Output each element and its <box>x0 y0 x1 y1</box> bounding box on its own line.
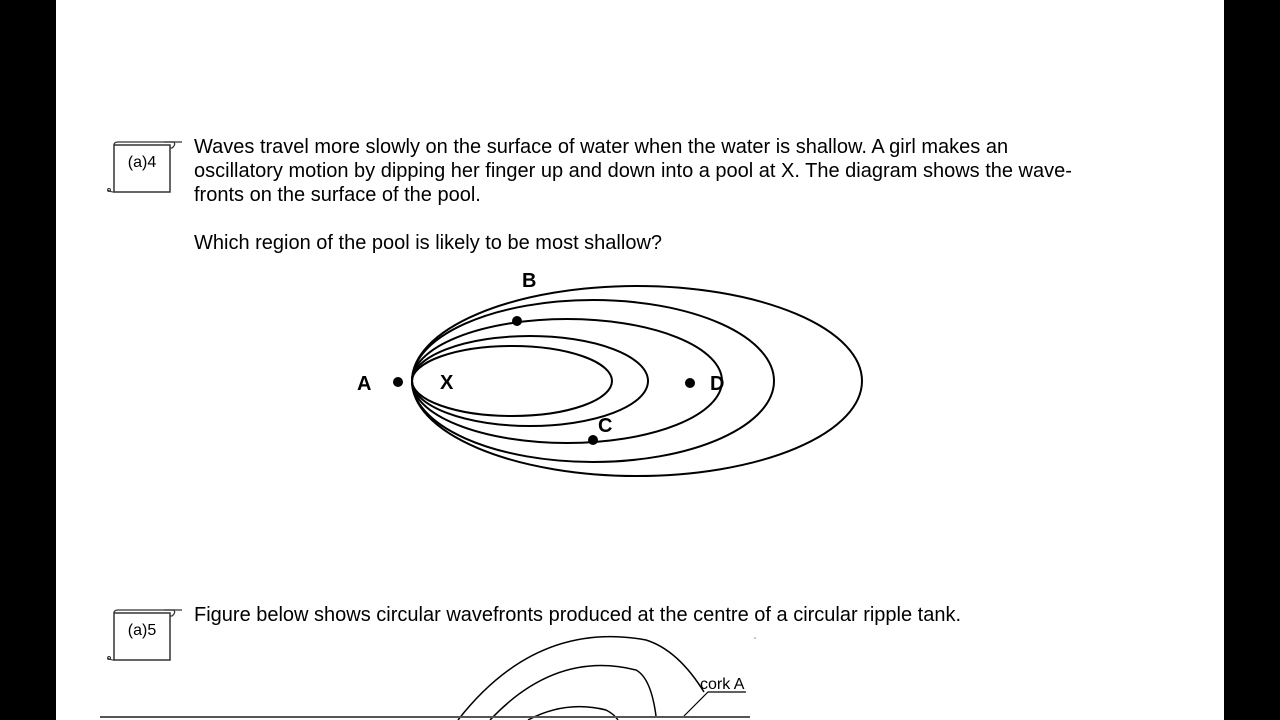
document-page <box>56 0 1224 720</box>
circular-wavefront-3 <box>528 707 618 720</box>
circular-wavefront-2 <box>490 666 656 720</box>
point-c-dot <box>588 435 598 445</box>
ripple-tank-diagram <box>446 630 786 720</box>
label-x: X <box>440 372 454 394</box>
cork-label: cork A <box>700 676 745 693</box>
question-text-a5 <box>194 603 1074 627</box>
question-number: (a)5 <box>127 622 157 639</box>
question-tag-a4 <box>106 140 168 192</box>
cork-pointer-line <box>684 692 746 716</box>
circular-wavefront-1 <box>458 637 704 720</box>
label-d: D <box>710 373 725 395</box>
question-text-a4 <box>194 135 1074 255</box>
label-c: C <box>598 415 613 437</box>
wavefront-diagram <box>346 262 886 490</box>
point-b-dot <box>512 316 522 326</box>
point-a-dot <box>393 377 403 387</box>
question-paragraph: Figure below shows circular wavefronts produced at the centre of a circular ripple tank. <box>194 604 962 626</box>
point-d-dot <box>685 378 695 388</box>
wavefront-5 <box>412 286 862 476</box>
question-paragraph: Which region of the pool is likely to be most shallow? <box>194 232 663 254</box>
question-paragraph: Waves travel more slowly on the surface of water when the water is shallow. A girl makes an oscillatory motion by dipping her finger up and down into a pool at X. The diagram shows the wave-fronts on the surface of the pool. <box>194 136 1072 206</box>
label-a: A <box>357 373 372 395</box>
label-b: B <box>522 270 537 292</box>
bottom-divider <box>100 716 750 718</box>
question-number: (a)4 <box>127 154 157 171</box>
question-tag-a5 <box>106 608 168 660</box>
